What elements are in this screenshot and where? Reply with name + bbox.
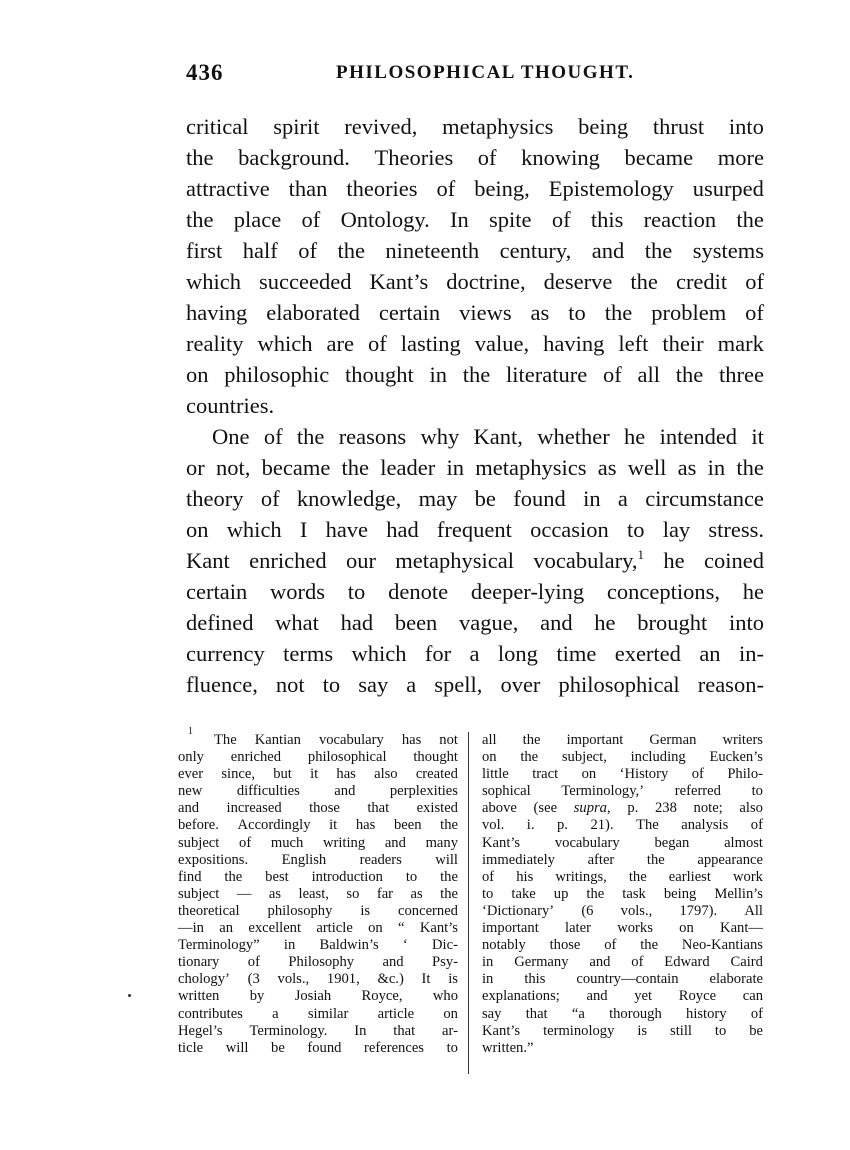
margin-speck bbox=[128, 994, 131, 997]
page-number: 436 bbox=[186, 60, 224, 85]
footnote-block bbox=[176, 726, 766, 1082]
footnote-line: Kant’s vocabulary began almost bbox=[482, 834, 763, 851]
body-line: on philosophic thought in the literature of all the three bbox=[186, 362, 764, 387]
footnote-line: and increased those that existed bbox=[178, 800, 458, 817]
footnote-marker: 1 bbox=[188, 726, 193, 737]
body-line: certain words to denote deeper-lying conceptions, he bbox=[186, 579, 764, 604]
main-text bbox=[186, 111, 764, 700]
footnote-line: find the best introduction to the bbox=[178, 868, 458, 885]
body-line: which succeeded Kant’s doctrine, deserve the credit of bbox=[186, 269, 764, 294]
body-line: currency terms which for a long time exerted an in- bbox=[186, 641, 764, 666]
footnote-line: expositions. English readers will bbox=[178, 851, 458, 868]
footnote-right-column bbox=[482, 732, 763, 1057]
body-line: attractive than theories of being, Epistemology usurped bbox=[186, 176, 764, 201]
body-line: theory of knowledge, may be found in a circumstance bbox=[186, 486, 764, 511]
body-line: the background. Theories of knowing became more bbox=[186, 145, 764, 170]
footnote-line: important later works on Kant— bbox=[482, 920, 763, 937]
column-divider bbox=[468, 732, 469, 1074]
footnote-line: vol. i. p. 21). The analysis of bbox=[482, 817, 763, 834]
footnote-line: written.” bbox=[482, 1039, 534, 1056]
body-line: fluence, not to say a spell, over philosophical reason- bbox=[186, 672, 764, 697]
body-line: first half of the nineteenth century, and the systems bbox=[186, 238, 764, 263]
footnote-line: little tract on ‘History of Philo- bbox=[482, 766, 763, 783]
footnote-line: 1 The Kantian vocabulary has not bbox=[188, 726, 458, 748]
body-line: One of the reasons why Kant, whether he intended it bbox=[212, 424, 764, 449]
footnote-line: explanations; and yet Royce can bbox=[482, 988, 763, 1005]
body-line: the place of Ontology. In spite of this reaction the bbox=[186, 207, 764, 232]
body-line: countries. bbox=[186, 393, 275, 418]
footnote-line: subject — as least, so far as the bbox=[178, 885, 458, 902]
footnote-line: Terminology” in Baldwin’s ‘ Dic- bbox=[178, 937, 458, 954]
footnote-line: all the important German writers bbox=[482, 732, 763, 748]
footnote-line: contributes a similar article on bbox=[178, 1005, 458, 1022]
footnote-line: written by Josiah Royce, who bbox=[178, 988, 458, 1005]
footnote-line: ‘Dictionary’ (6 vols., 1797). All bbox=[482, 902, 763, 919]
footnote-line: new difficulties and perplexities bbox=[178, 783, 458, 800]
footnote-line: Hegel’s Terminology. In that ar- bbox=[178, 1022, 458, 1039]
running-title: PHILOSOPHICAL THOUGHT. bbox=[336, 62, 635, 83]
footnote-line: on the subject, including Eucken’s bbox=[482, 749, 763, 766]
footnote-line: chology’ (3 vols., 1901, &c.) It is bbox=[178, 971, 458, 988]
footnote-line: of his writings, the earliest work bbox=[482, 868, 763, 885]
footnote-line: theoretical philosophy is concerned bbox=[178, 902, 458, 919]
body-line: defined what had been vague, and he brought into bbox=[186, 610, 764, 635]
running-head bbox=[186, 60, 766, 90]
footnote-reference: 1 bbox=[637, 547, 644, 562]
footnote-left-column bbox=[178, 726, 458, 1057]
body-line: or not, became the leader in metaphysics as well as in the bbox=[186, 455, 764, 480]
footnote-line: tionary of Philosophy and Psy- bbox=[178, 954, 458, 971]
body-line: Kant enriched our metaphysical vocabulary,$^1$ he coined bbox=[186, 547, 764, 573]
footnote-line: before. Accordingly it has been the bbox=[178, 817, 458, 834]
body-line: critical spirit revived, metaphysics being thrust into bbox=[186, 114, 764, 139]
footnote-line: subject of much writing and many bbox=[178, 834, 458, 851]
footnote-line: in this country—contain elaborate bbox=[482, 971, 763, 988]
footnote-line: immediately after the appearance bbox=[482, 851, 763, 868]
footnote-line: ever since, but it has also created bbox=[178, 766, 458, 783]
body-line: on which I have had frequent occasion to lay stress. bbox=[186, 517, 764, 542]
footnote-line: ticle will be found references to bbox=[178, 1039, 458, 1056]
body-line: reality which are of lasting value, having left their mark bbox=[186, 331, 764, 356]
body-line: having elaborated certain views as to the problem of bbox=[186, 300, 764, 325]
footnote-line: —in an excellent article on “ Kant’s bbox=[178, 920, 458, 937]
footnote-line: Kant’s terminology is still to be bbox=[482, 1022, 763, 1039]
footnote-line: only enriched philosophical thought bbox=[178, 749, 458, 766]
footnote-line: say that “a thorough history of bbox=[482, 1005, 763, 1022]
footnote-line: above (see supra, p. 238 note; also bbox=[482, 800, 763, 817]
footnote-line: to take up the task being Mellin’s bbox=[482, 885, 763, 902]
footnote-line: in Germany and of Edward Caird bbox=[482, 954, 763, 971]
footnote-line: sophical Terminology,’ referred to bbox=[482, 783, 763, 800]
footnote-line: notably those of the Neo-Kantians bbox=[482, 937, 763, 954]
